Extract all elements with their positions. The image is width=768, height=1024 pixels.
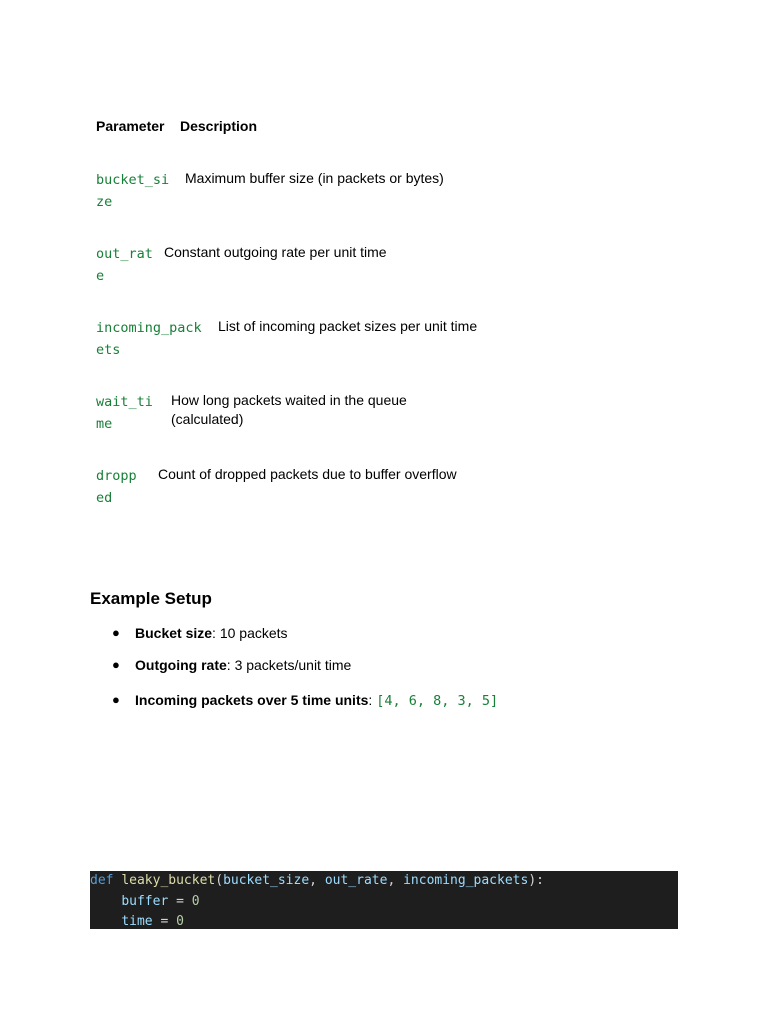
header-parameter: Parameter xyxy=(96,118,165,134)
bullet-value: 10 packets xyxy=(219,625,288,641)
code-keyword: def xyxy=(90,873,114,888)
code-number: 0 xyxy=(176,914,184,929)
code-function-name: leaky_bucket xyxy=(121,873,216,888)
code-operator: = xyxy=(168,893,192,909)
code-punct: , xyxy=(387,873,404,888)
bullet-label: Bucket size xyxy=(135,625,213,641)
bullet-label: Incoming packets over 5 time units xyxy=(135,692,369,708)
code-param: bucket_size xyxy=(223,873,310,888)
code-indent xyxy=(90,894,121,909)
param-description: Count of dropped packets due to buffer overflow xyxy=(158,466,457,482)
bullet-separator: : xyxy=(368,692,377,708)
code-param: incoming_packets xyxy=(403,873,529,888)
code-punct: , xyxy=(309,873,325,888)
bullet-separator: : xyxy=(226,657,235,673)
bullet-value: 3 packets/unit time xyxy=(234,657,352,673)
param-name: incoming_packets xyxy=(96,320,202,358)
code-operator: = xyxy=(152,914,177,929)
bullet-label: Outgoing rate xyxy=(135,657,227,673)
code-block xyxy=(90,871,678,929)
param-description: List of incoming packet sizes per unit time xyxy=(218,318,478,334)
code-line xyxy=(90,912,678,929)
bullet-icon: ● xyxy=(112,692,120,707)
bullet-code-value: [4, 6, 8, 3, 5] xyxy=(376,693,499,709)
param-name: bucket_size xyxy=(96,172,170,210)
param-name: wait_time xyxy=(96,394,153,432)
code-variable: buffer xyxy=(121,893,169,909)
param-description: Constant outgoing rate per unit time xyxy=(164,244,387,260)
param-name: dropped xyxy=(96,468,137,506)
code-indent xyxy=(90,914,121,929)
param-description: Maximum buffer size (in packets or bytes) xyxy=(185,170,444,186)
code-variable: time xyxy=(121,914,153,929)
code-line xyxy=(90,871,678,892)
bullet-icon: ● xyxy=(112,625,120,640)
code-line xyxy=(90,892,678,913)
param-name: out_rate xyxy=(96,246,153,284)
header-description: Description xyxy=(180,118,258,134)
param-description: How long packets waited in the queue (calculated) xyxy=(171,392,407,427)
code-number: 0 xyxy=(191,893,200,909)
bullet-separator: : xyxy=(212,625,220,641)
code-punct: ): xyxy=(528,873,544,888)
bullet-icon: ● xyxy=(112,657,120,672)
table-header xyxy=(96,118,258,134)
code-punct: ( xyxy=(215,873,224,888)
code-param: out_rate xyxy=(324,873,388,888)
section-heading: Example Setup xyxy=(90,589,212,608)
